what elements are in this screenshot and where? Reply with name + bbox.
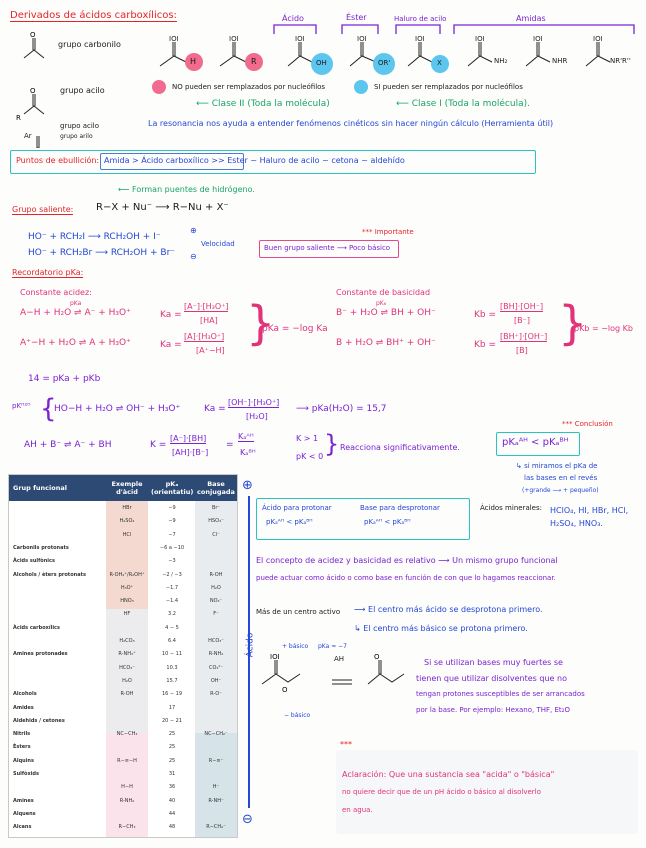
table-cell-p: −1.4 xyxy=(165,598,179,605)
table-cell-g: Àcids carboxílics xyxy=(13,624,60,631)
conclusion-eq: pKₐᴬᴴ < pKₐᴮᴴ xyxy=(502,437,569,448)
table-cell-a: HCl xyxy=(122,531,132,538)
table-cell-a: HNO₃ xyxy=(120,598,134,605)
pka-table xyxy=(8,474,238,838)
k-brace: } xyxy=(324,430,340,458)
water-bracket: { xyxy=(40,394,57,424)
table-cell-c: CO₃²⁻ xyxy=(208,664,224,671)
table-cell-p: −1.7 xyxy=(165,584,179,591)
concepto-line1: El concepto de acidez y basicidad es relativo ⟶ Un mismo grupo funcional xyxy=(256,556,558,565)
table-cell-p: 48 xyxy=(168,824,176,831)
acido-head: Ácido xyxy=(282,14,304,23)
buen-grupo-text: Buen grupo saliente ⟶ Poco básico xyxy=(264,244,391,252)
table-cell-a: R-OH xyxy=(120,691,134,698)
table-cell-p: 25 xyxy=(168,757,176,764)
ka2-num: [A]·[H₃O⁺] xyxy=(184,332,225,341)
table-cell-p: 25 xyxy=(168,744,176,751)
th-grup: Grup funcional xyxy=(13,484,67,492)
resonancia-text: La resonancia nos ayuda a entender fenómenos cinéticos sin hacer ningún cálculo (Herramienta útil) xyxy=(148,119,554,128)
table-cell-p: 17 xyxy=(168,704,176,711)
table-cell-p: 31 xyxy=(168,771,176,777)
minus-circle: ⊖ xyxy=(190,252,197,261)
table-cell-a: H₂CO₃ xyxy=(119,638,135,644)
base-eq1: B⁻ + H₂O ⇌ BH + OH⁻ xyxy=(336,308,436,318)
acid-eq2: A⁺−H + H₂O ⇌ A + H₃O⁺ xyxy=(20,338,131,348)
deriv-nhr: NHR xyxy=(552,57,568,65)
svg-text:O: O xyxy=(282,686,288,694)
ester-head: Éster xyxy=(346,13,367,22)
ka1-den: [HA] xyxy=(200,316,218,325)
bases-line4: por la base. Por ejemplo: Hexano, THF, Et₂O xyxy=(416,706,570,714)
minus-indicator: ⊖ xyxy=(242,812,253,827)
table-cell-g: Alquins xyxy=(13,757,34,764)
table-cell-a: HF xyxy=(123,611,131,618)
table-cell-g: Alcohols xyxy=(13,691,37,698)
protonar-label: Ácido para protonar xyxy=(262,504,332,512)
svg-text:IOI: IOI xyxy=(533,35,543,43)
table-cell-c: HSO₄⁻ xyxy=(208,518,224,525)
th-exemple: Exemple d'àcid xyxy=(111,480,143,496)
eq-sign: = xyxy=(226,440,234,450)
table-cell-c: R-NH₂ xyxy=(208,651,224,658)
table-cell-p: −2 / −3 xyxy=(162,571,182,578)
table-cell-a: HBr xyxy=(122,505,132,511)
conc-note3: (+grande ⟶ + pequeño) xyxy=(522,487,599,494)
desprotonar-eq: pKₐᴬᴴ < pKₐᴮᴴ xyxy=(364,518,411,526)
minerales-list: HClO₄, HI, HBr, HCl, H₂SO₄, HNO₃. xyxy=(550,506,629,528)
k-num2: Kₐᴬᴴ xyxy=(238,432,254,441)
table-cell-c: H⁻ xyxy=(212,784,220,791)
fourteen-eq: 14 = pKa + pKb xyxy=(28,374,101,384)
table-cell-p: −3 xyxy=(168,558,176,565)
ho-eq1: HO⁻ + RCH₂I ⟶ RCH₂OH + I⁻ xyxy=(28,232,161,242)
ka-label-2: Ka = xyxy=(160,340,182,350)
conclusion-text: *** Conclusión xyxy=(562,420,613,428)
svg-text:IOI: IOI xyxy=(593,35,603,43)
table-cell-c: NC−CH₂⁻ xyxy=(204,731,228,738)
base-eq2: B + H₂O ⇌ BH⁺ + OH⁻ xyxy=(336,338,436,348)
svg-text:R: R xyxy=(16,114,21,122)
carbonyl-structures-drawing xyxy=(14,28,60,148)
ho-eq2: HO⁻ + RCH₂Br ⟶ RCH₂OH + Br⁻ xyxy=(28,248,176,258)
table-cell-p: 20 − 21 xyxy=(161,717,183,724)
table-cell-g: Nitrils xyxy=(13,731,31,738)
table-cell-c: R-O⁻ xyxy=(210,691,222,698)
table-cell-a: R-OH₂⁺/R₂OH⁺ xyxy=(109,571,145,578)
pkb-brace: } xyxy=(558,296,588,350)
table-cell-g: Àcids sulfònics xyxy=(13,558,55,565)
table-cell-p: 3.2 xyxy=(168,611,176,618)
table-cell-c: R−≡⁻ xyxy=(208,757,224,764)
k-den: [AH]·[B⁻] xyxy=(172,448,209,457)
aclaracion-stars: *** xyxy=(340,740,352,749)
kb2-den: [B] xyxy=(516,346,528,355)
acido-side-label: Ácido xyxy=(245,632,256,658)
ah-eq: AH + B⁻ ⇌ A⁻ + BH xyxy=(24,440,112,450)
saliente-eq: R−X + Nu⁻ ⟶ R−Nu + X⁻ xyxy=(96,202,229,213)
table-cell-p: 10.3 xyxy=(166,664,178,671)
pka-def: pKa = −log Ka xyxy=(262,324,328,334)
aclaracion-line1: Aclaración: Que una sustancia sea "acida" o "básica" xyxy=(342,770,555,779)
pkh2o-label: pKᴴ²ᴼ xyxy=(12,402,31,410)
table-cell-a: H₂O xyxy=(122,677,132,684)
th-pka: pKₐ (orientatiu) xyxy=(151,480,194,496)
table-cell-p: 15.7 xyxy=(166,677,178,684)
table-cell-g: Amides xyxy=(13,704,34,711)
pk-lt: pK < 0 xyxy=(296,452,324,461)
table-cell-a: R-NH₃⁺ xyxy=(118,651,136,658)
bases-line1: Si se utilizan bases muy fuertes se xyxy=(424,658,563,667)
conc-note1: ↳ si miramos el pKa de xyxy=(516,462,598,470)
svg-text:O: O xyxy=(374,653,380,661)
table-cell-p: 36 xyxy=(168,784,176,791)
reacciona-text: Reacciona significativamente. xyxy=(340,443,460,452)
aclaracion-line3: en agua. xyxy=(342,806,373,814)
centro-acido: ⟶ El centro más ácido se desprotona primero. xyxy=(354,605,543,614)
table-cell-a: R−≡−H xyxy=(117,757,137,764)
velocidad-label: Velocidad xyxy=(201,240,235,248)
svg-text:IOI: IOI xyxy=(229,35,239,43)
table-cell-c: Br⁻ xyxy=(211,505,221,511)
kb1-num: [BH]·[OH⁻] xyxy=(500,302,544,311)
table-cell-c: R-OH xyxy=(209,571,223,578)
table-cell-p: 44 xyxy=(168,810,176,817)
water-ka-num: [OH⁻]·[H₃O⁺] xyxy=(228,398,280,407)
ka2-den: [A⁺−H] xyxy=(196,346,225,355)
ar-label: Ar xyxy=(24,132,32,140)
deriv-oh: OH xyxy=(316,59,327,67)
plus-indicator: ⊕ xyxy=(242,478,253,493)
carbonyl-molecules-drawing xyxy=(150,32,640,80)
deriv-nrr: NR'R'' xyxy=(610,57,631,65)
const-acidez-label: Constante acidez: xyxy=(20,288,92,297)
protonar-eq: pKₐᴬᴴ < pKₐᴮᴴ xyxy=(266,518,313,526)
plus-circle: ⊕ xyxy=(190,226,197,235)
svg-text:IOI: IOI xyxy=(475,35,485,43)
table-cell-p: 40 xyxy=(168,797,176,804)
kb-label-2: Kb = xyxy=(474,340,497,350)
minerales-label: Ácidos minerales: xyxy=(480,504,542,512)
table-cell-a: H₃O⁺ xyxy=(120,584,134,591)
th-base: Base conjugada xyxy=(197,480,235,496)
k-gt: K > 1 xyxy=(296,434,319,443)
menos-basico-label: − básico xyxy=(284,712,311,719)
water-ka-den: [H₂O] xyxy=(246,412,268,421)
table-cell-a: H−H xyxy=(121,784,133,791)
no-replace-text: NO pueden ser remplazados por nucleófilos xyxy=(172,83,326,91)
pkb-def: pKb = −log Kb xyxy=(574,324,633,333)
pka7-label: pKa ≈ −7 xyxy=(318,643,348,650)
table-header xyxy=(9,475,237,501)
ka1-num: [A⁻]·[H₃O⁺] xyxy=(184,302,229,311)
kb1-den: [B⁻] xyxy=(514,316,530,325)
concepto-line2: puede actuar como ácido o como base en función de con que lo hagamos reaccionar. xyxy=(256,574,556,582)
table-cell-c: R−CH₂⁻ xyxy=(206,824,226,831)
table-cell-p: 25 xyxy=(168,731,176,738)
table-cell-a: R−CH₃ xyxy=(118,824,136,831)
table-cell-c: H₂O xyxy=(211,584,221,591)
table-cell-a: H₂SO₄ xyxy=(119,518,135,525)
ah-label: AH xyxy=(334,655,345,663)
table-cell-c: NO₃⁻ xyxy=(209,598,223,605)
aclaracion-line2: no quiere decir que de un pH ácido o básico al disolverlo xyxy=(342,788,541,796)
bases-line2: tienen que utilizar disolventes que no xyxy=(416,674,567,683)
water-result: ⟶ pKa(H₂O) = 15,7 xyxy=(296,404,387,414)
group-arilo-label: grupo arilo xyxy=(60,133,93,140)
mas-centro-label: Más de un centro activo xyxy=(256,608,341,616)
table-cell-p: −9 xyxy=(168,518,176,525)
bases-line3: tengan protones susceptibles de ser arrancados xyxy=(416,690,585,698)
ka-label-1: Ka = xyxy=(160,310,182,320)
boiling-order: Amida > Ácido carboxílico >> Ester ~ Haluro de acilo ~ cetona ~ aldehído xyxy=(104,156,405,165)
desprotonar-label: Base para desprotonar xyxy=(360,504,440,512)
saliente-label: Grupo saliente: xyxy=(12,205,74,214)
svg-text:IOI: IOI xyxy=(357,35,367,43)
deriv-r: R xyxy=(251,57,257,66)
amidas-head: Amidas xyxy=(516,14,546,23)
svg-text:IOI: IOI xyxy=(415,35,425,43)
const-basicidad-label: Constante de basicidad xyxy=(336,288,431,297)
table-cell-g: Èsters xyxy=(13,744,31,751)
table-cell-g: Amines xyxy=(13,797,34,804)
table-cell-g: Alcohols / èters protonats xyxy=(13,571,86,578)
table-cell-c: R-NH⁻ xyxy=(208,797,224,804)
group-acilo2-label: grupo acilo xyxy=(60,122,100,130)
page-title: Derivados de ácidos carboxílicos: xyxy=(10,10,177,21)
table-cell-g: Amines protonades xyxy=(13,651,68,658)
boiling-label: Puntos de ebullición: xyxy=(16,156,100,165)
conc-note2: las bases en el revés xyxy=(524,474,598,482)
group-carbonilo-label: grupo carbonilo xyxy=(58,40,121,49)
clase1-text: ⟵ Clase I (Toda la molécula). xyxy=(396,99,530,109)
deriv-h: H xyxy=(190,57,197,66)
svg-text:IOI: IOI xyxy=(295,35,305,43)
table-cell-p: −9 xyxy=(168,505,176,511)
table-cell-p: 4 − 5 xyxy=(165,624,179,631)
deriv-x: X xyxy=(437,59,442,67)
k-den2: Kₐᴮᴴ xyxy=(240,448,256,457)
table-cell-p: −7 xyxy=(168,531,176,538)
table-cell-p: 6.4 xyxy=(168,638,176,644)
table-cell-c: HCO₃⁻ xyxy=(208,638,224,644)
acid-eq1: A−H + H₂O ⇌ A⁻ + H₃O⁺ xyxy=(20,308,131,318)
haluro-head: Haluro de acilo xyxy=(394,15,447,23)
pkb-above-arrow: pK₆ xyxy=(376,300,387,307)
table-cell-p: 16 − 19 xyxy=(161,691,183,698)
deriv-nh2: NH₂ xyxy=(494,57,508,65)
pink-dot xyxy=(152,80,166,94)
table-cell-g: Alquens xyxy=(13,810,36,817)
pka-brace: } xyxy=(246,296,276,350)
k-num: [A⁻]·[BH] xyxy=(170,434,207,443)
table-cell-g: Carbonils protonats xyxy=(13,544,69,551)
table-cell-g: Aldehids / cetones xyxy=(13,717,65,724)
svg-text:IOI: IOI xyxy=(169,35,179,43)
deriv-or: OR' xyxy=(378,59,391,67)
water-eq: HO−H + H₂O ⇌ OH⁻ + H₃O⁺ xyxy=(54,404,181,414)
pka-above-arrow1: pKa xyxy=(70,300,82,307)
table-cell-a: NC−CH₃ xyxy=(116,731,138,738)
table-cell-g: Alcans xyxy=(13,824,32,831)
table-cell-c: OH⁻ xyxy=(210,677,222,684)
table-cell-g: Sulfòxids xyxy=(13,771,39,777)
svg-text:O: O xyxy=(30,87,36,95)
puentes-text: ⟵ Forman puentes de hidrógeno. xyxy=(118,185,255,194)
resonance-molecules-drawing xyxy=(256,650,416,710)
table-cell-c: F⁻ xyxy=(213,611,219,618)
table-cell-p: −6 a −10 xyxy=(159,544,185,551)
svg-text:IOI: IOI xyxy=(270,653,280,661)
si-replace-text: SI pueden ser remplazados por nucleófilos xyxy=(374,83,523,91)
centro-basico: ↳ El centro más básico se protona primero. xyxy=(354,624,528,633)
clase2-text: ⟵ Clase II (Toda la molécula) xyxy=(196,99,330,109)
svg-text:O: O xyxy=(30,31,36,39)
table-cell-a: R-NH₂ xyxy=(119,797,135,804)
kb-label-1: Kb = xyxy=(474,310,497,320)
blue-dot xyxy=(354,80,368,94)
k-label: K = xyxy=(150,440,167,450)
water-ka-label: Ka = xyxy=(204,404,226,414)
mas-basico-label: + básico xyxy=(282,643,309,650)
table-cell-c: Cl⁻ xyxy=(212,531,220,538)
table-cell-p: 10 − 11 xyxy=(161,651,183,658)
importante-text: *** Importante xyxy=(362,228,414,236)
kb2-num: [BH⁺]·[OH⁻] xyxy=(500,332,548,341)
group-acilo-label: grupo acilo xyxy=(60,86,105,95)
recordatorio-label: Recordatorio pKa: xyxy=(12,268,84,277)
table-cell-a: HCO₃⁻ xyxy=(119,664,135,671)
